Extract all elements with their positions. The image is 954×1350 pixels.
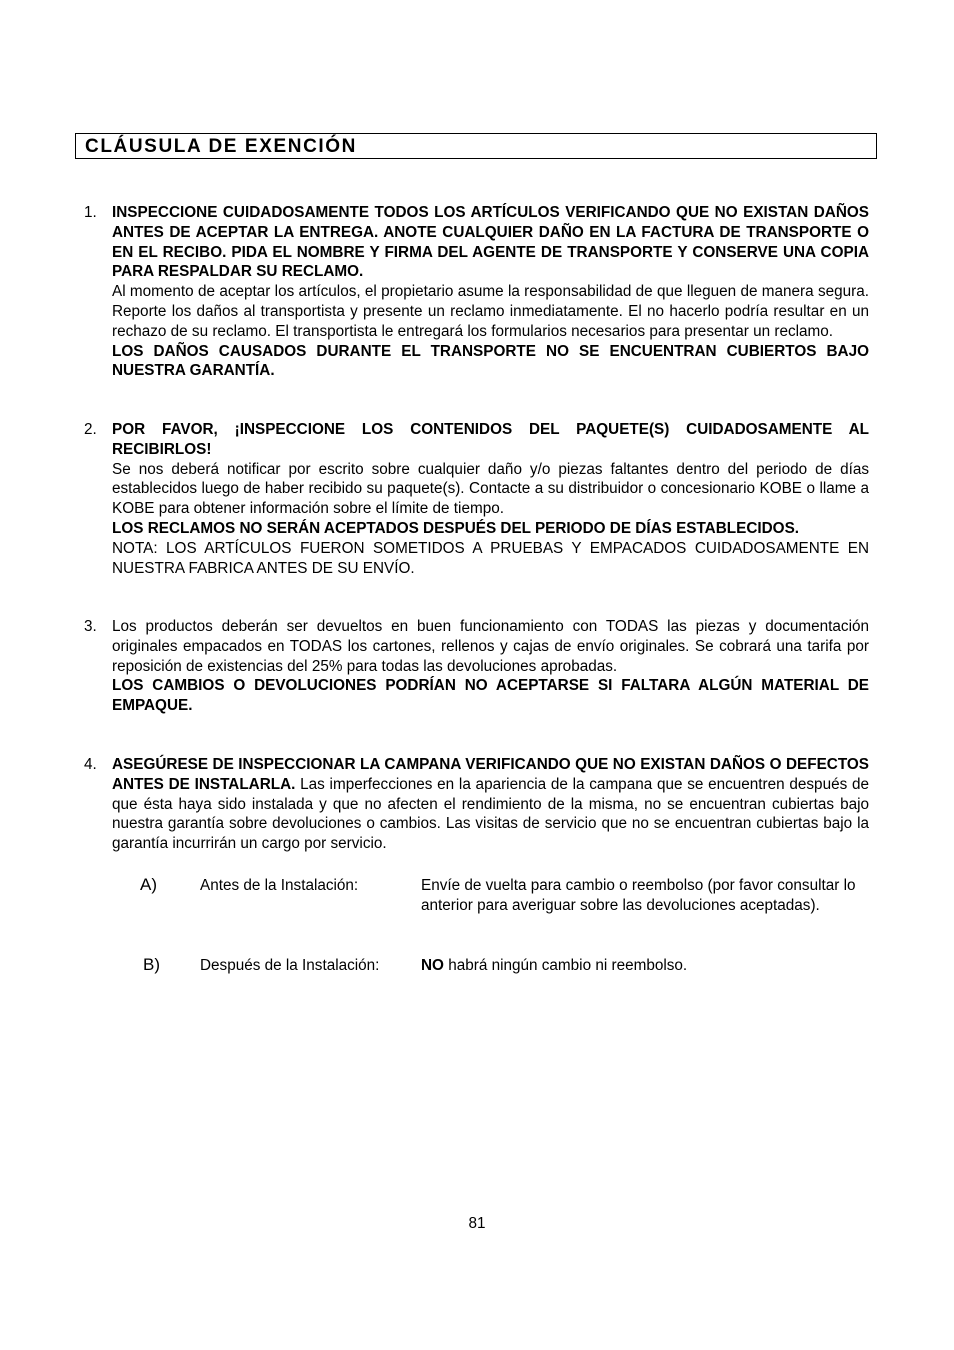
option-b-letter: B) xyxy=(143,955,160,974)
item-number: 3. xyxy=(84,618,97,635)
option-a-text: Envíe de vuelta para cambio o reembolso (por favor consultar lo anterior para averiguar sobre las devoluciones aceptadas). xyxy=(421,877,856,914)
item-text: Las imperfecciones en la apariencia de la campana que se encuentren después de que ésta haya sido instalada y que no afecten el rendimiento de la misma, no se encuentran cubiertas bajo nuestra garantía sobre devoluciones o cambios. Las visitas de servicio que no se encuentran cubiertas bajo la garantía incurrirán un cargo por servicio. xyxy=(112,775,869,853)
list-item-2 xyxy=(84,420,869,578)
list-item-4 xyxy=(84,755,869,854)
item-note: NOTA: LOS ARTÍCULOS FUERON SOMETIDOS A PRUEBAS Y EMPACADOS CUIDADOSAMENTE EN NUESTRA FABRICA ANTES DE SU ENVÍO. xyxy=(112,539,869,577)
option-b-label: Después de la Instalación: xyxy=(200,957,380,974)
item-body xyxy=(112,420,869,578)
item-body xyxy=(112,617,869,716)
list-item-1 xyxy=(84,203,869,381)
item-text: Los productos deberán ser devueltos en buen funcionamiento con TODAS las piezas y documentación originales empacados en TODAS los cartones, rellenos y cajas de envío originales. Se cobrará una tarifa por reposición de existencias del 25% para todas las devoluciones aprobadas. xyxy=(112,618,869,675)
item-bold-warning: LOS CAMBIOS O DEVOLUCIONES PODRÍAN NO ACEPTARSE SI FALTARA ALGÚN MATERIAL DE EMPAQUE. xyxy=(112,677,869,715)
page-number: 81 xyxy=(468,1215,486,1232)
section-title-box xyxy=(75,133,877,159)
option-a-letter: A) xyxy=(140,875,157,894)
item-text: Al momento de aceptar los artículos, el propietario asume la responsabilidad de que lleguen de manera segura. Reporte los daños al transportista y presente un reclamo inmediatamente. El no hacerlo podría resultar en un rechazo de su reclamo. El transportista le entregará los formularios necesarios para presentar un reclamo. xyxy=(112,283,869,340)
item-number: 4. xyxy=(84,756,97,773)
item-bold-warning: LOS DAÑOS CAUSADOS DURANTE EL TRANSPORTE NO SE ENCUENTRAN CUBIERTOS BAJO NUESTRA GARANTÍA. xyxy=(112,342,869,380)
item-body xyxy=(112,203,869,381)
item-bold-heading: ASEGÚRESE DE INSPECCIONAR LA CAMPANA VERIFICANDO QUE NO EXISTAN DAÑOS O DEFECTOS ANTES DE INSTALARLA. xyxy=(112,756,869,793)
option-a-label: Antes de la Instalación: xyxy=(200,877,359,894)
item-bold-warning: LOS RECLAMOS NO SERÁN ACEPTADOS DESPUÉS DEL PERIODO DE DÍAS ESTABLECIDOS. xyxy=(112,519,800,537)
item-bold-heading: INSPECCIONE CUIDADOSAMENTE TODOS LOS ARTÍCULOS VERIFICANDO QUE NO EXISTAN DAÑOS ANTES DE ACEPTAR LA ENTREGA. ANOTE CUALQUIER DAÑO EN LA FACTURA DE TRANSPORTE O EN EL RECIBO. PIDA EL NOMBRE Y FIRMA DEL AGENTE DE TRANSPORTE Y CONSERVE UNA COPIA PARA RESPALDAR SU RECLAMO. xyxy=(112,204,869,281)
option-b-rest: habrá ningún cambio ni reembolso. xyxy=(443,957,688,974)
item-body xyxy=(112,755,869,854)
option-b-text xyxy=(421,956,871,976)
page-title: CLÁUSULA DE EXENCIÓN xyxy=(85,136,357,157)
item-number: 2. xyxy=(84,421,97,438)
list-item-3 xyxy=(84,617,869,716)
item-text: Se nos deberá notificar por escrito sobre cualquier daño y/o piezas faltantes dentro del periodo de días establecidos luego de haber recibido su paquete(s). Contacte a su distribuidor o concesionario KOBE o llame a KOBE para obtener información sobre el límite de tiempo. xyxy=(112,460,869,518)
option-b-bold: NO xyxy=(421,957,444,974)
item-number: 1. xyxy=(84,204,97,221)
item-bold-heading: POR FAVOR, ¡INSPECCIONE LOS CONTENIDOS DEL PAQUETE(S) CUIDADOSAMENTE AL RECIBIRLOS! xyxy=(112,421,869,458)
item-paragraph xyxy=(112,755,869,854)
